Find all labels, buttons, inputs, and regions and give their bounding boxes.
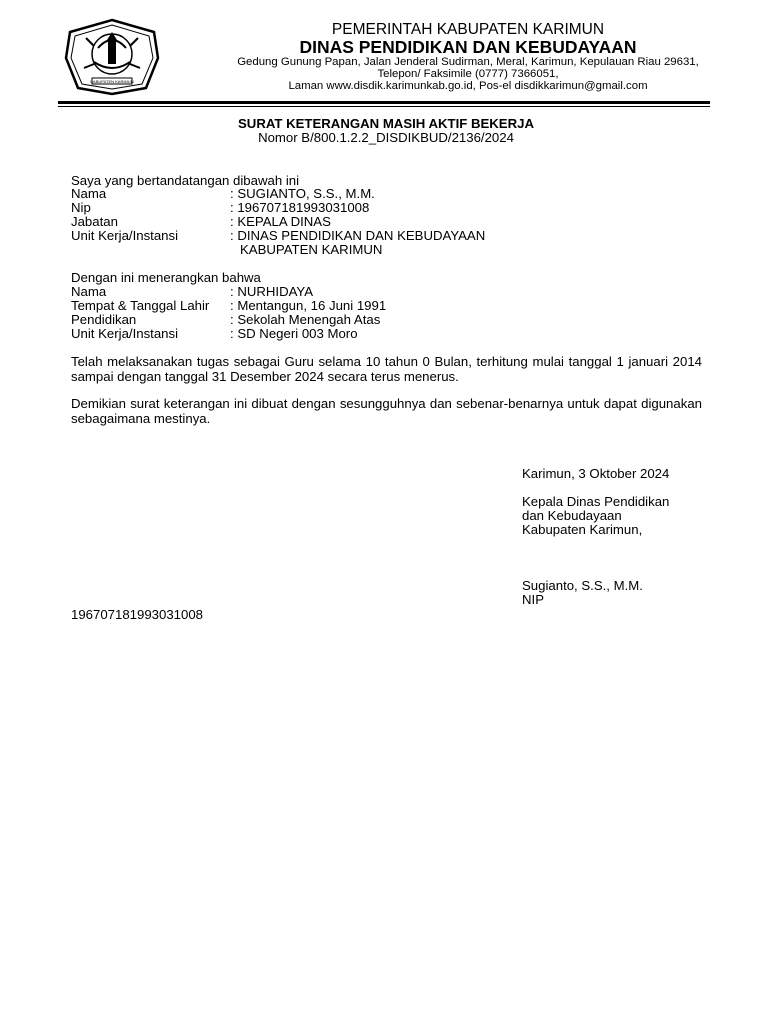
- subject-unit-label: Unit Kerja/Instansi: [71, 326, 179, 341]
- agency-phone: Telepon/ Faksimile (0777) 7366051,: [377, 68, 559, 80]
- signer-nip-value: : 196707181993031008: [230, 200, 370, 215]
- subject-education-value: : Sekolah Menengah Atas: [230, 312, 381, 327]
- government-name: PEMERINTAH KABUPATEN KARIMUN: [331, 21, 605, 38]
- signer-unit-value-line2: KABUPATEN KARIMUN: [240, 242, 383, 257]
- signer-position-line2: dan Kebudayaan: [522, 508, 622, 523]
- subject-name-label: Nama: [71, 284, 107, 299]
- signer-name-label: Nama: [71, 186, 107, 201]
- subject-birth-label: Tempat & Tanggal Lahir: [71, 298, 210, 313]
- service-statement-paragraph: Telah melaksanakan tugas sebagai Guru selama 10 tahun 0 Bulan, terhitung mulai tanggal 1 januari 2014 sampai dengan tanggal 31 Desember 2024 secara terus menerus.: [71, 354, 702, 385]
- letter-number: Nomor B/800.1.2.2_DISDIKBUD/2136/2024: [258, 130, 514, 145]
- signer-printed-name: Sugianto, S.S., M.M.: [522, 578, 643, 593]
- signer-nip-label-bottom: NIP: [522, 592, 544, 607]
- signer-position-line3: Kabupaten Karimun,: [522, 522, 643, 537]
- agency-name: DINAS PENDIDIKAN DAN KEBUDAYAAN: [299, 37, 637, 57]
- signer-intro: Saya yang bertandatangan dibawah ini: [71, 173, 300, 188]
- place-date: Karimun, 3 Oktober 2024: [522, 466, 670, 481]
- signer-unit-label: Unit Kerja/Instansi: [71, 228, 179, 243]
- agency-web-email: Laman www.disdik.karimunkab.go.id, Pos-el disdikkarimun@gmail.com: [288, 80, 648, 92]
- signer-unit-value: : DINAS PENDIDIKAN DAN KEBUDAYAAN: [230, 228, 486, 243]
- signer-position-label: Jabatan: [71, 214, 118, 229]
- agency-address: Gedung Gunung Papan, Jalan Jenderal Sudirman, Meral, Karimun, Kepulauan Riau 29631,: [237, 56, 699, 68]
- closing-paragraph: Demikian surat keterangan ini dibuat dengan sesungguhnya dan sebenar-benarnya untuk dapat digunakan sebagaimana mestinya.: [71, 396, 702, 427]
- signer-position-value: : KEPALA DINAS: [230, 214, 331, 229]
- header-rule-thin: [58, 106, 710, 107]
- subject-birth-value: : Mentangun, 16 Juni 1991: [230, 298, 387, 313]
- signer-nip-number: 196707181993031008: [71, 607, 204, 622]
- subject-education-label: Pendidikan: [71, 312, 137, 327]
- signer-nip-label: Nip: [71, 200, 91, 215]
- header-rule-thick: [58, 101, 710, 104]
- letter-title: SURAT KETERANGAN MASIH AKTIF BEKERJA: [238, 116, 534, 131]
- regency-seal-logo: [64, 18, 160, 96]
- signer-name-value: : SUGIANTO, S.S., M.M.: [230, 186, 375, 201]
- subject-name-value: : NURHIDAYA: [230, 284, 314, 299]
- subject-intro: Dengan ini menerangkan bahwa: [71, 270, 261, 285]
- subject-unit-value: : SD Negeri 003 Moro: [230, 326, 358, 341]
- seal-text: KABUPATEN KARIMUN: [90, 79, 134, 84]
- signer-position-line1: Kepala Dinas Pendidikan: [522, 494, 670, 509]
